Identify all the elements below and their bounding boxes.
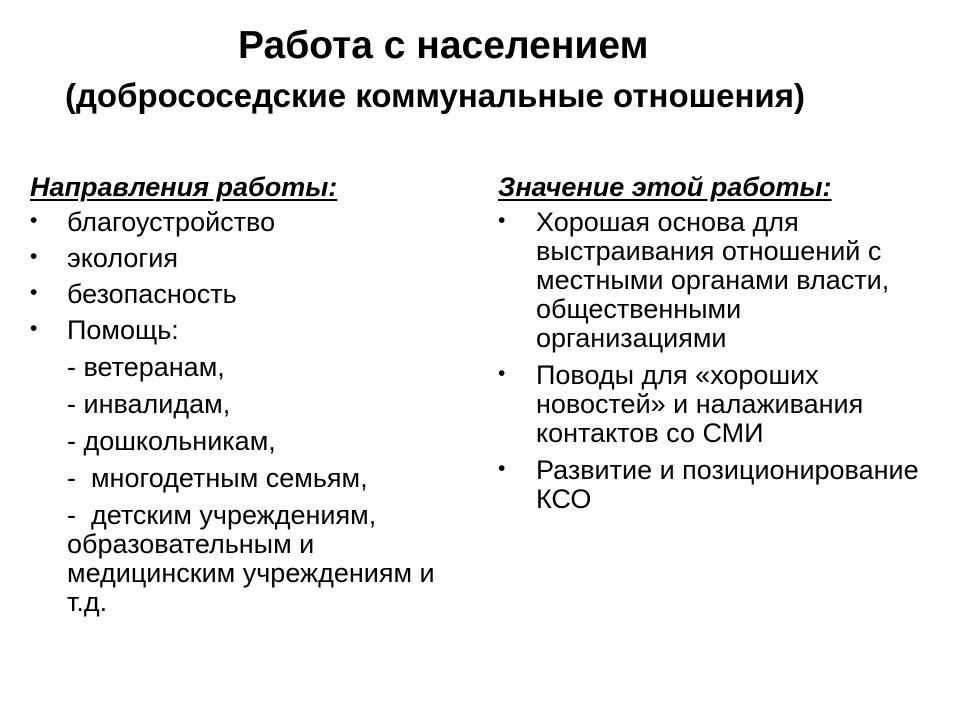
list-item bbox=[30, 280, 450, 309]
list-item bbox=[498, 208, 938, 353]
value-heading: Значение этой работы: bbox=[498, 172, 832, 202]
list-item-text: Хорошая основа для выстраивания отношений с местными органами власти, общественными организациями bbox=[536, 207, 890, 353]
bullet-icon: • bbox=[30, 209, 38, 232]
bullet-icon: • bbox=[498, 362, 506, 385]
list-item bbox=[30, 208, 450, 237]
list-item-text: Помощь: bbox=[67, 315, 179, 345]
slide-subtitle: (добрососедские коммунальные отношения) bbox=[65, 77, 805, 114]
directions-column bbox=[30, 170, 450, 617]
bullet-icon: • bbox=[498, 209, 506, 232]
list-item bbox=[30, 244, 450, 273]
directions-list bbox=[30, 208, 450, 617]
help-subitem: - детским учреждениям, образовательным и медицинским учреждениям и т.д. bbox=[67, 500, 443, 617]
list-item-text: благоустройство bbox=[67, 207, 276, 237]
bullet-icon: • bbox=[30, 317, 38, 340]
value-list bbox=[498, 208, 938, 514]
list-item-text: Поводы для «хороших новостей» и налаживания контактов со СМИ bbox=[536, 360, 864, 448]
list-item-text: экология bbox=[67, 243, 178, 273]
bullet-icon: • bbox=[30, 245, 38, 268]
list-item bbox=[498, 361, 938, 448]
list-item bbox=[30, 316, 450, 617]
list-item bbox=[498, 456, 938, 514]
slide-title: Работа с населением bbox=[238, 24, 649, 67]
help-sublist bbox=[67, 353, 450, 617]
bullet-icon: • bbox=[498, 457, 506, 480]
list-item-text: Развитие и позиционирование КСО bbox=[536, 455, 919, 514]
help-subitem: - инвалидам, bbox=[67, 389, 231, 419]
list-item-text: безопасность bbox=[67, 279, 237, 309]
help-subitem: - ветеранам, bbox=[67, 352, 225, 382]
bullet-icon: • bbox=[30, 281, 38, 304]
value-column bbox=[498, 170, 938, 514]
help-subitem: - дошкольникам, bbox=[67, 426, 276, 456]
directions-heading: Направления работы: bbox=[30, 172, 338, 202]
help-subitem: - многодетным семьям, bbox=[67, 463, 368, 493]
